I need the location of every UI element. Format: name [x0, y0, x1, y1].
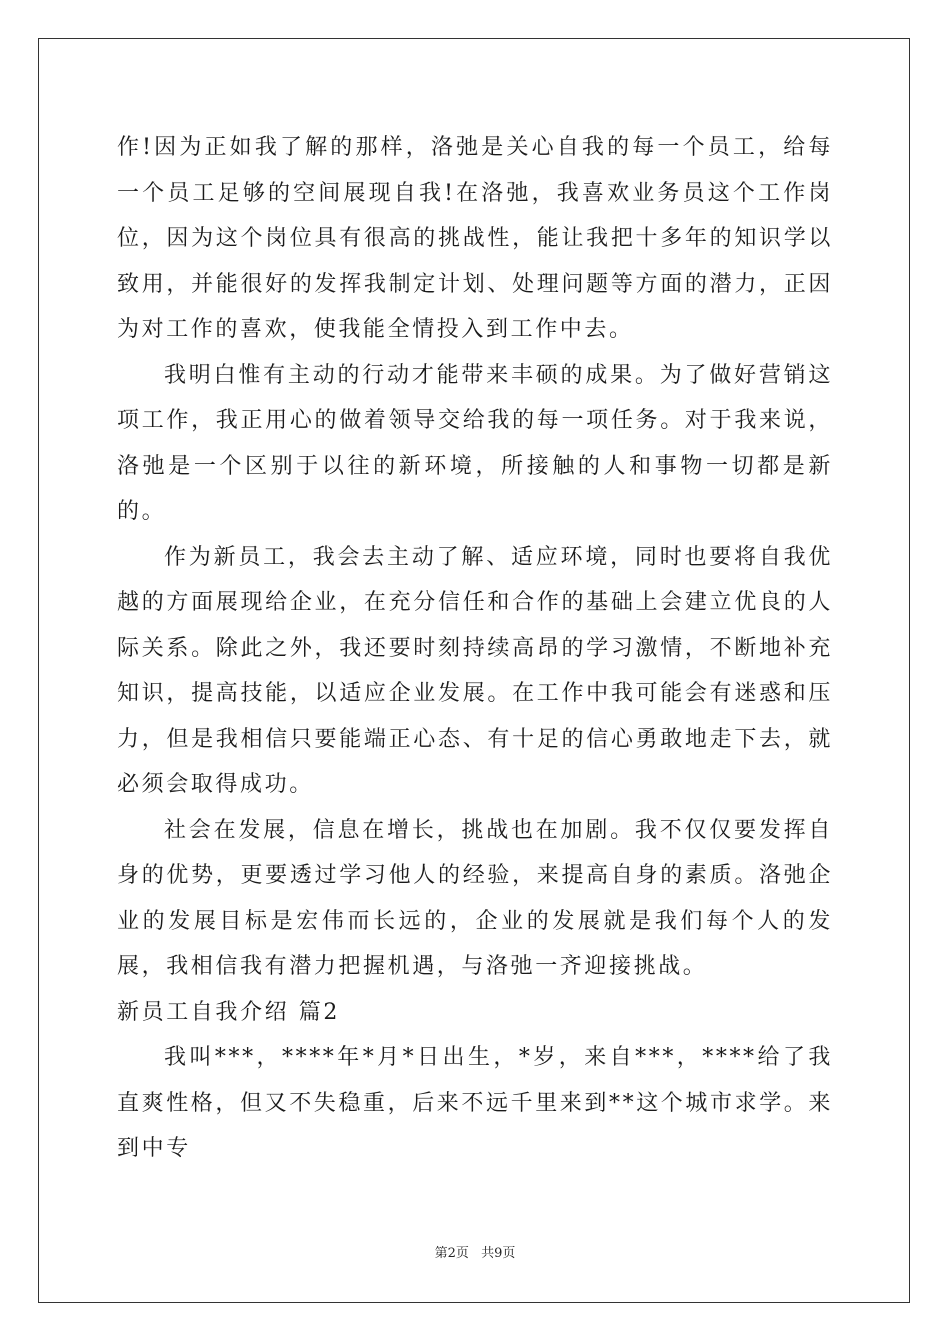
page-footer [0, 1242, 950, 1261]
paragraph-2: 我明白惟有主动的行动才能带来丰硕的成果。为了做好营销这项工作，我正用心的做着领导交给我的每一项任务。对于我来说，洛弛是一个区别于以往的新环境，所接触的人和事物一切都是新的。 [117, 362, 833, 524]
paragraph-4: 社会在发展，信息在增长，挑战也在加剧。我不仅仅要发挥自身的优势，更要透过学习他人的经验，来提高自身的素质。洛弛企业的发展目标是宏伟而长远的，企业的发展就是我们每个人的发展，我相信我有潜力把握机遇，与洛弛一齐迎接挑战。 [117, 817, 833, 979]
paragraph-1: 作!因为正如我了解的那样，洛弛是关心自我的每一个员工，给每一个员工足够的空间展现自我!在洛弛，我喜欢业务员这个工作岗位，因为这个岗位具有很高的挑战性，能让我把十多年的知识学以致用，并能很好的发挥我制定计划、处理问题等方面的潜力，正因为对工作的喜欢，使我能全情投入到工作中去。 [117, 135, 833, 342]
section-paragraph: 我叫***，****年*月*日出生，*岁，来自***，****给了我直爽性格，但又不失稳重，后来不远千里来到**这个城市求学。来到中专 [117, 1045, 834, 1161]
page-total: 共9页 [481, 1246, 516, 1261]
page-number: 第2页 [434, 1246, 469, 1261]
section-heading: 新员工自我介绍 篇2 [117, 999, 340, 1025]
document-body [117, 125, 833, 1172]
paragraph-3: 作为新员工，我会去主动了解、适应环境，同时也要将自我优越的方面展现给企业，在充分信任和合作的基础上会建立优良的人际关系。除此之外，我还要时刻持续高昂的学习激情，不断地补充知识，提高技能，以适应企业发展。在工作中我可能会有迷惑和压力，但是我相信只要能端正心态、有十足的信心勇敢地走下去，就必须会取得成功。 [117, 544, 833, 797]
